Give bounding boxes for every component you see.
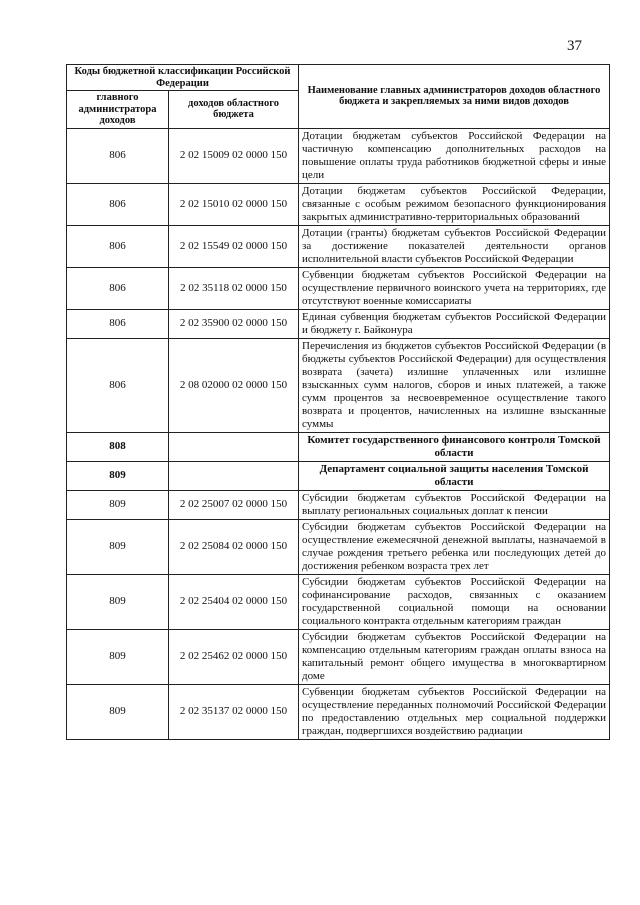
revenue-code-cell — [169, 432, 299, 461]
admin-code-cell: 806 — [67, 128, 169, 183]
table-row — [67, 338, 610, 432]
table-row — [67, 128, 610, 183]
table-row — [67, 684, 610, 739]
admin-code-cell: 809 — [67, 629, 169, 684]
admin-code-cell: 806 — [67, 309, 169, 338]
admin-code-cell: 809 — [67, 490, 169, 519]
header-codes-group: Коды бюджетной классификации Российской Федерации — [67, 65, 299, 91]
admin-code-cell: 809 — [67, 519, 169, 574]
revenue-code-cell: 2 08 02000 02 0000 150 — [169, 338, 299, 432]
revenue-code-cell — [169, 461, 299, 490]
administrator-name-cell: Комитет государственного финансового контроля Томской области — [299, 432, 610, 461]
header-admin-column: главного администратора доходов — [67, 91, 169, 129]
table-row — [67, 267, 610, 309]
table-row — [67, 629, 610, 684]
administrator-name-cell: Департамент социальной защиты населения Томской области — [299, 461, 610, 490]
revenue-code-cell: 2 02 35900 02 0000 150 — [169, 309, 299, 338]
revenue-code-cell: 2 02 25404 02 0000 150 — [169, 574, 299, 629]
admin-code-cell: 809 — [67, 574, 169, 629]
admin-code-cell: 806 — [67, 267, 169, 309]
table-row — [67, 490, 610, 519]
revenue-name-cell: Единая субвенция бюджетам субъектов Российской Федерации и бюджету г. Байконура — [299, 309, 610, 338]
admin-code-cell: 806 — [67, 183, 169, 225]
table-row — [67, 574, 610, 629]
revenue-name-cell: Субсидии бюджетам субъектов Российской Федерации на софинансирование расходов, связанных с оказанием государственной социальной помощи на основании социального контракта отдельным категориям граждан — [299, 574, 610, 629]
revenue-name-cell: Дотации бюджетам субъектов Российской Федерации на частичную компенсацию дополнительных расходов на повышение оплаты труда работников бюджетной сферы и иные цели — [299, 128, 610, 183]
section-row — [67, 432, 610, 461]
revenue-name-cell: Субсидии бюджетам субъектов Российской Федерации на осуществление ежемесячной денежной выплаты, назначаемой в случае рождения третьего ребенка или последующих детей до достижения ребенком возраста трех лет — [299, 519, 610, 574]
admin-code-cell: 809 — [67, 684, 169, 739]
revenue-code-cell: 2 02 15010 02 0000 150 — [169, 183, 299, 225]
revenue-name-cell: Перечисления из бюджетов субъектов Российской Федерации (в бюджеты субъектов Российской Федерации) для осуществления возврата (зачета) излишне уплаченных или излишне взысканных сумм налогов, сборов и иных платежей, а также сумм процентов за несвоевременное осуществление такого возврата и процентов, начисленных на излишне взысканные суммы — [299, 338, 610, 432]
table-row — [67, 519, 610, 574]
admin-code-cell: 806 — [67, 338, 169, 432]
admin-code-cell: 808 — [67, 432, 169, 461]
admin-code-cell: 806 — [67, 225, 169, 267]
revenue-code-cell: 2 02 15009 02 0000 150 — [169, 128, 299, 183]
revenue-code-cell: 2 02 25462 02 0000 150 — [169, 629, 299, 684]
revenue-code-cell: 2 02 25084 02 0000 150 — [169, 519, 299, 574]
admin-code-cell: 809 — [67, 461, 169, 490]
table-row — [67, 183, 610, 225]
revenue-name-cell: Субвенции бюджетам субъектов Российской Федерации на осуществление первичного воинского учета на территориях, где отсутствуют военные комиссариаты — [299, 267, 610, 309]
budget-codes-table — [66, 64, 610, 740]
revenue-code-cell: 2 02 35118 02 0000 150 — [169, 267, 299, 309]
revenue-name-cell: Субсидии бюджетам субъектов Российской Федерации на выплату региональных социальных доплат к пенсии — [299, 490, 610, 519]
table-row — [67, 309, 610, 338]
table-row — [67, 225, 610, 267]
revenue-code-cell: 2 02 35137 02 0000 150 — [169, 684, 299, 739]
header-revenue-column: доходов областного бюджета — [169, 91, 299, 129]
section-row — [67, 461, 610, 490]
table-body — [67, 128, 610, 739]
revenue-code-cell: 2 02 25007 02 0000 150 — [169, 490, 299, 519]
revenue-name-cell: Субсидии бюджетам субъектов Российской Федерации на компенсацию отдельным категориям граждан оплаты взноса на капитальный ремонт общего имущества в многоквартирном доме — [299, 629, 610, 684]
page-number: 37 — [567, 38, 582, 54]
header-name-column: Наименование главных администраторов доходов областного бюджета и закрепляемых за ними видов доходов — [299, 65, 610, 129]
revenue-name-cell: Субвенции бюджетам субъектов Российской Федерации на осуществление переданных полномочий Российской Федерации по предоставлению отдельных мер социальной поддержки граждан, подвергшихся воздействию радиации — [299, 684, 610, 739]
revenue-name-cell: Дотации (гранты) бюджетам субъектов Российской Федерации за достижение показателей деятельности органов исполнительной власти субъектов Российской Федерации — [299, 225, 610, 267]
revenue-name-cell: Дотации бюджетам субъектов Российской Федерации, связанные с особым режимом безопасного функционирования закрытых административно-территориальных образований — [299, 183, 610, 225]
revenue-code-cell: 2 02 15549 02 0000 150 — [169, 225, 299, 267]
